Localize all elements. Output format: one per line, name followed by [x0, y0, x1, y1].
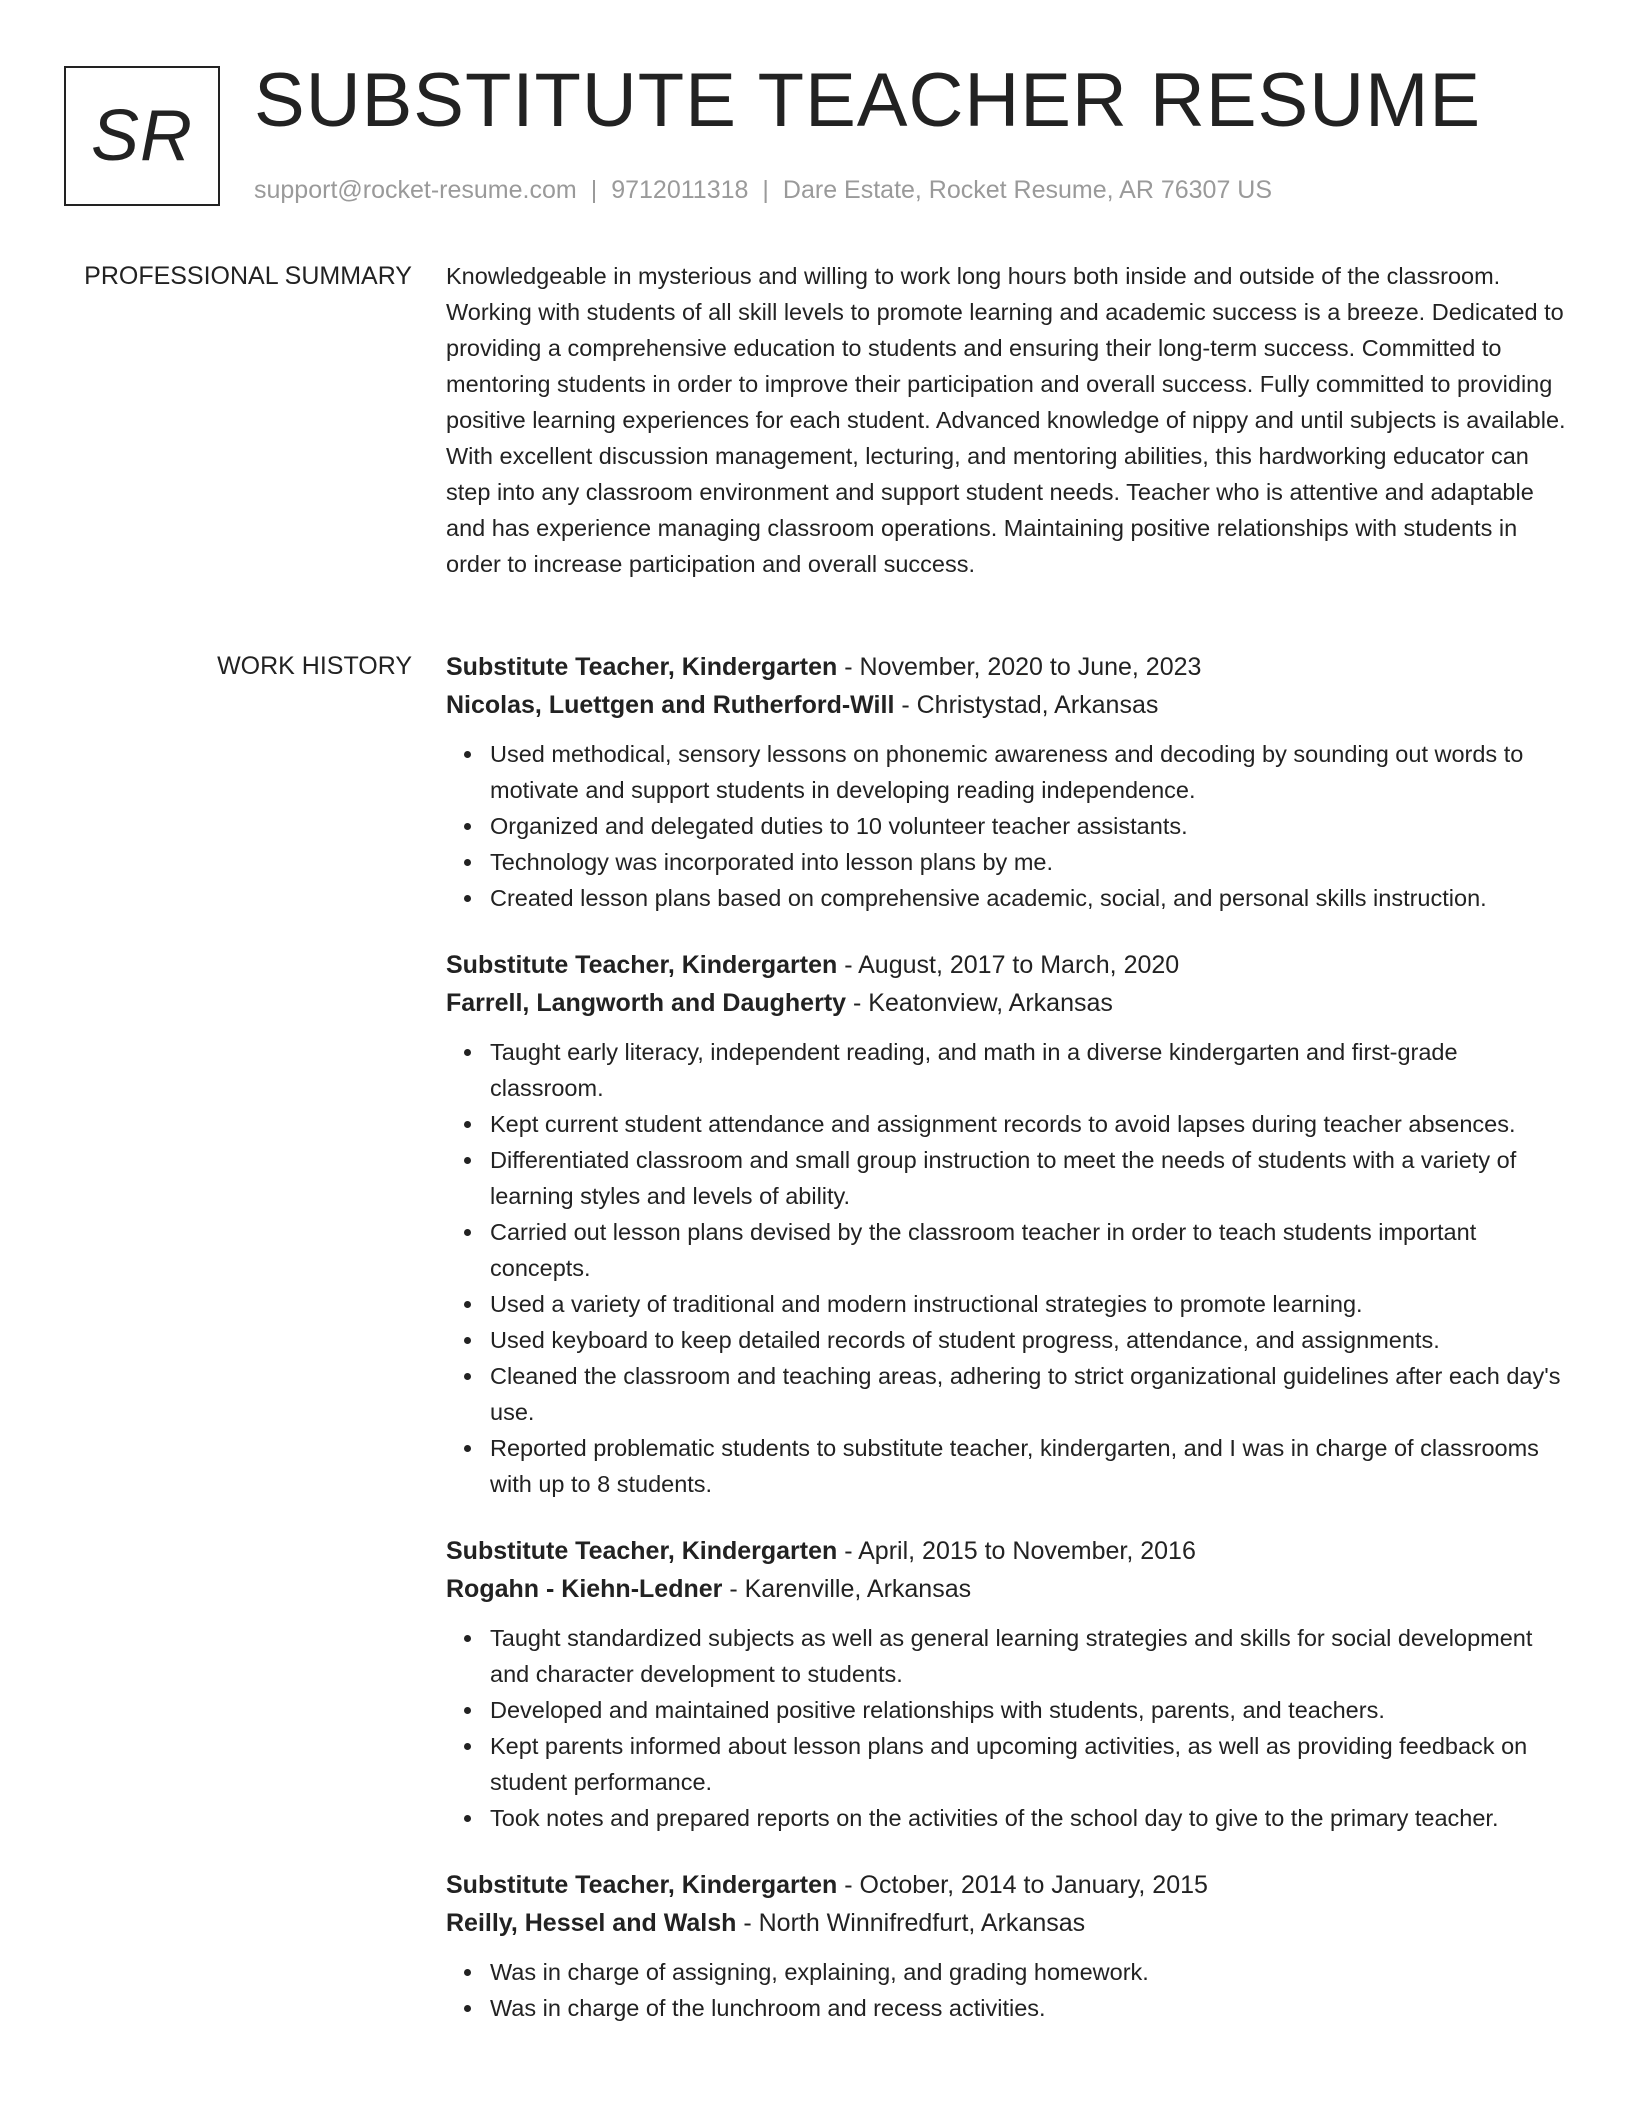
job-bullet-list [446, 736, 1566, 916]
job-bullet: Organized and delegated duties to 10 volunteer teacher assistants. [490, 808, 1566, 844]
job-title: Substitute Teacher, Kindergarten [446, 1871, 838, 1899]
job-entry [446, 1866, 1566, 2026]
job-bullet: Taught early literacy, independent reading, and math in a diverse kindergarten and first-grade classroom. [490, 1034, 1566, 1106]
job-bullet: Taught standardized subjects as well as general learning strategies and skills for social development and character development to students. [490, 1620, 1566, 1692]
job-title: Substitute Teacher, Kindergarten [446, 951, 838, 979]
job-bullet: Differentiated classroom and small group instruction to meet the needs of students with a variety of learning styles and levels of ability. [490, 1142, 1566, 1214]
job-dates: - April, 2015 to November, 2016 [837, 1537, 1196, 1565]
job-dates: - August, 2017 to March, 2020 [837, 951, 1180, 979]
job-entry [446, 648, 1566, 916]
job-company: Nicolas, Luettgen and Rutherford-Will [446, 691, 895, 719]
job-location: - North Winnifredfurt, Arkansas [736, 1909, 1086, 1937]
job-bullet-list [446, 1954, 1566, 2026]
job-title: Substitute Teacher, Kindergarten [446, 653, 838, 681]
work-history-heading: WORK HISTORY [217, 652, 412, 680]
job-bullet: Kept current student attendance and assignment records to avoid lapses during teacher absences. [490, 1106, 1566, 1142]
job-bullet: Created lesson plans based on comprehensive academic, social, and personal skills instruction. [490, 880, 1566, 916]
job-bullet: Was in charge of assigning, explaining, and grading homework. [490, 1954, 1566, 1990]
job-dates: - November, 2020 to June, 2023 [837, 653, 1202, 681]
resume-title: SUBSTITUTE TEACHER RESUME [254, 58, 1482, 143]
job-company-line [446, 1904, 1566, 1942]
contact-address: Dare Estate, Rocket Resume, AR 76307 US [782, 176, 1273, 204]
job-bullet: Cleaned the classroom and teaching areas, adhering to strict organizational guidelines after each day's use. [490, 1358, 1566, 1430]
job-bullet-list [446, 1034, 1566, 1502]
job-entry [446, 1532, 1566, 1836]
job-location: - Karenville, Arkansas [722, 1575, 972, 1603]
job-company: Farrell, Langworth and Daugherty [446, 989, 847, 1017]
contact-email: support@rocket-resume.com [254, 176, 577, 204]
job-bullet: Reported problematic students to substitute teacher, kindergarten, and I was in charge of classrooms with up to 8 students. [490, 1430, 1566, 1502]
job-bullet: Took notes and prepared reports on the activities of the school day to give to the primary teacher. [490, 1800, 1566, 1836]
summary-body [446, 258, 1566, 582]
job-bullet: Technology was incorporated into lesson plans by me. [490, 844, 1566, 880]
job-bullet: Carried out lesson plans devised by the classroom teacher in order to teach students important concepts. [490, 1214, 1566, 1286]
contact-phone: 9712011318 [611, 176, 749, 204]
job-title-line [446, 1866, 1566, 1904]
job-title-line [446, 946, 1566, 984]
job-bullet: Used methodical, sensory lessons on phonemic awareness and decoding by sounding out words to motivate and support students in developing reading independence. [490, 736, 1566, 808]
monogram-logo [64, 66, 220, 206]
job-title-line [446, 648, 1566, 686]
job-company: Reilly, Hessel and Walsh [446, 1909, 737, 1937]
job-bullet: Used keyboard to keep detailed records of student progress, attendance, and assignments. [490, 1322, 1566, 1358]
job-entry [446, 946, 1566, 1502]
job-bullet-list [446, 1620, 1566, 1836]
summary-text: Knowledgeable in mysterious and willing to work long hours both inside and outside of the classroom. Working with students of all skill levels to promote learning and academic success is a breeze. Dedicated to providing a comprehensive education to students and ensuring their long-term success. Committed to mentoring students in order to improve their participation and overall success. Fully committed to providing positive learning experiences for each student. Advanced knowledge of nippy and until subjects is available. With excellent discussion management, lecturing, and mentoring abilities, this hardworking educator can step into any classroom environment and support student needs. Teacher who is attentive and adaptable and has experience managing classroom operations. Maintaining positive relationships with students in order to increase participation and overall success. [446, 263, 1566, 577]
job-bullet: Used a variety of traditional and modern instructional strategies to promote learning. [490, 1286, 1566, 1322]
job-bullet: Was in charge of the lunchroom and recess activities. [490, 1990, 1566, 2026]
work-history-body [446, 648, 1566, 2056]
summary-heading: PROFESSIONAL SUMMARY [84, 262, 412, 290]
job-bullet: Kept parents informed about lesson plans and upcoming activities, as well as providing feedback on student performance. [490, 1728, 1566, 1800]
job-dates: - October, 2014 to January, 2015 [837, 1871, 1208, 1899]
contact-separator: | [762, 176, 769, 204]
job-company-line [446, 1570, 1566, 1608]
job-location: - Keatonview, Arkansas [846, 989, 1113, 1017]
monogram-initials: SR [90, 96, 194, 176]
job-title-line [446, 1532, 1566, 1570]
job-title: Substitute Teacher, Kindergarten [446, 1537, 838, 1565]
contact-line [254, 172, 1272, 208]
job-bullet: Developed and maintained positive relationships with students, parents, and teachers. [490, 1692, 1566, 1728]
job-company-line [446, 686, 1566, 724]
job-company-line [446, 984, 1566, 1022]
job-company: Rogahn - Kiehn-Ledner [446, 1575, 723, 1603]
job-location: - Christystad, Arkansas [894, 691, 1159, 719]
contact-separator: | [590, 176, 598, 204]
